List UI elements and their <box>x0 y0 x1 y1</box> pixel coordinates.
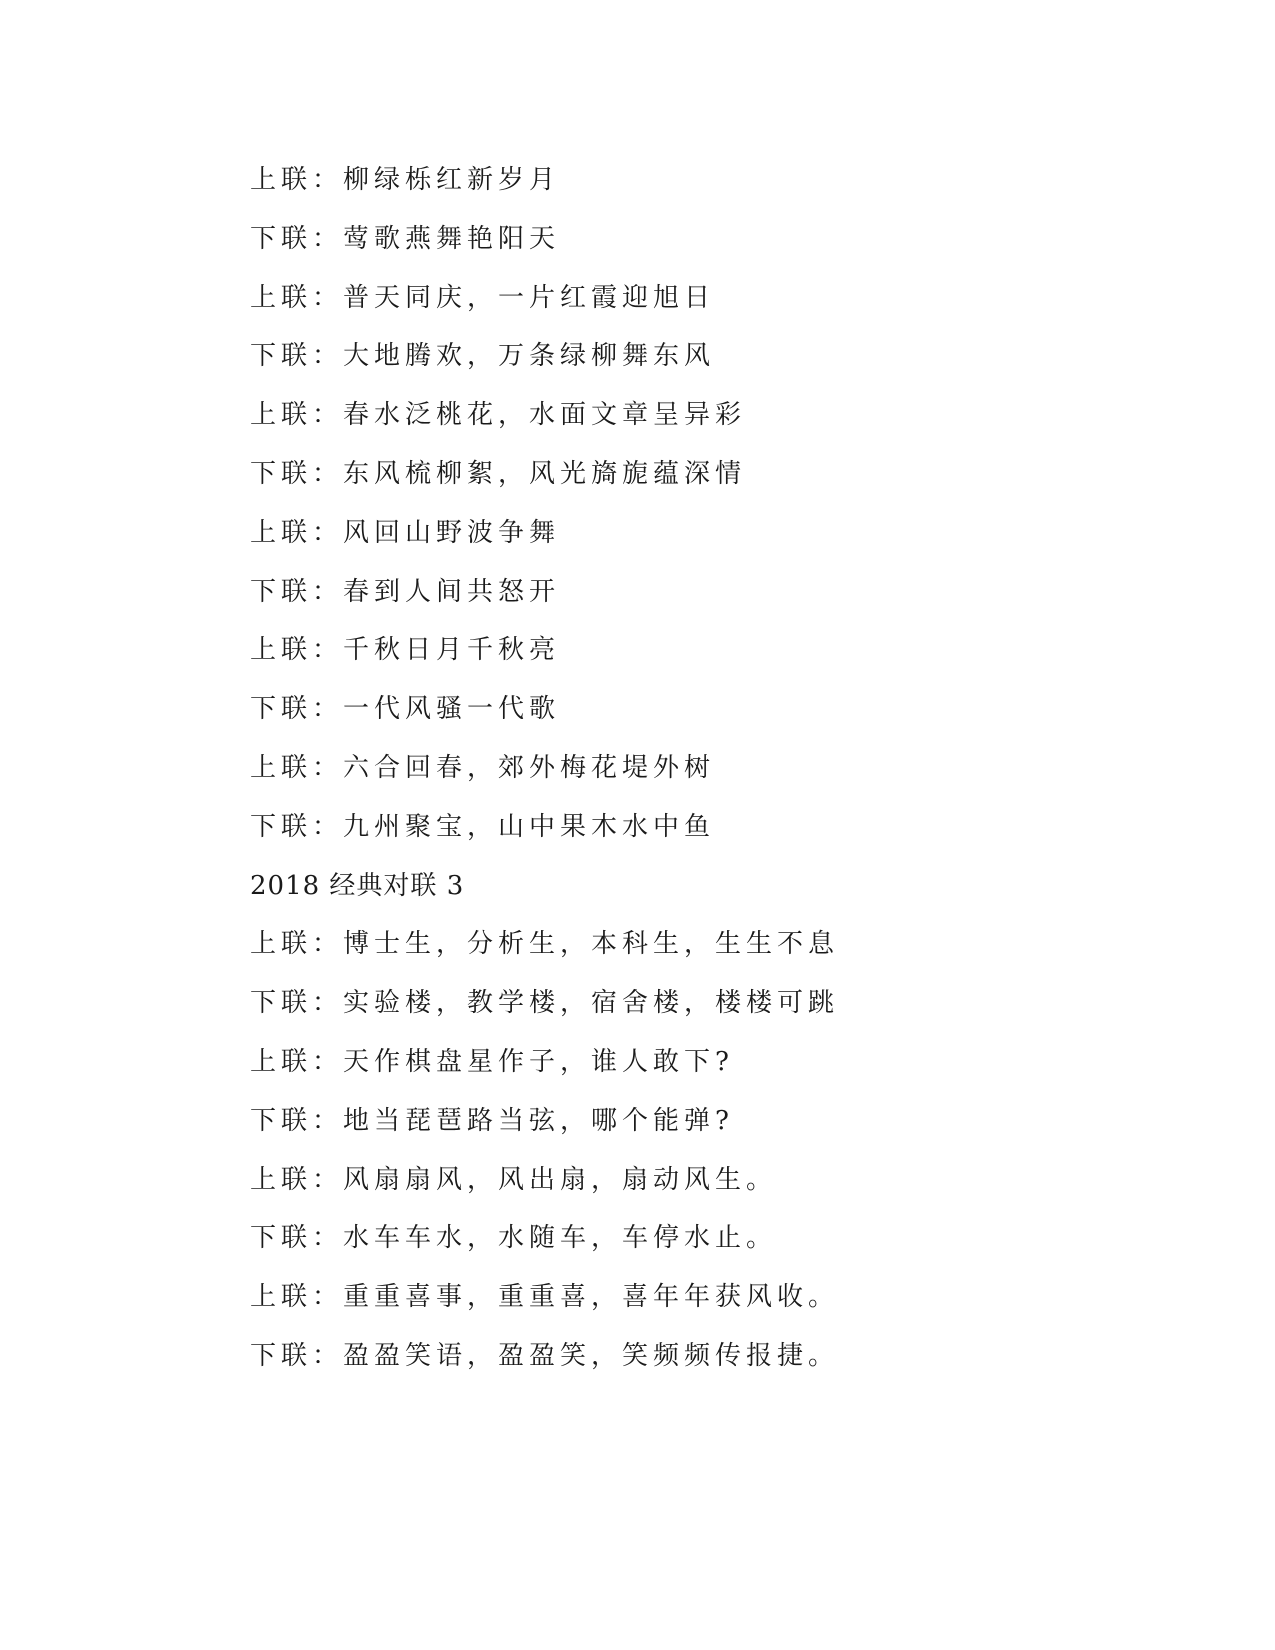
couplet-line: 下联：地当琵琶路当弦，哪个能弹? <box>250 1105 734 1136</box>
couplet-line: 上联：千秋日月千秋亮 <box>250 635 561 666</box>
couplet-text-block <box>250 158 1130 1393</box>
couplet-line: 上联：春水泛桃花，水面文章呈异彩 <box>250 400 747 431</box>
couplet-line: 上联：柳绿栎红新岁月 <box>250 165 561 195</box>
couplet-line: 下联：九州聚宝，山中果木水中鱼 <box>250 811 716 842</box>
couplet-line: 下联：一代风骚一代歌 <box>250 694 561 725</box>
couplet-line: 下联：大地腾欢，万条绿柳舞东风 <box>250 341 716 372</box>
couplet-line: 下联：水车车水，水随车，车停水止。 <box>250 1223 778 1254</box>
section-heading: 2018 经典对联 3 <box>250 870 465 901</box>
couplet-line: 下联：盈盈笑语，盈盈笑，笑频频传报捷。 <box>250 1340 840 1371</box>
couplet-line: 下联：春到人间共怒开 <box>250 576 561 607</box>
couplet-line: 下联：实验楼，教学楼，宿舍楼，楼楼可跳 <box>250 988 840 1019</box>
couplet-line: 上联：重重喜事，重重喜，喜年年获风收。 <box>250 1282 840 1313</box>
couplet-line: 上联：博士生，分析生，本科生，生生不息 <box>250 929 840 960</box>
couplet-line: 上联：天作棋盘星作子，谁人敢下? <box>250 1046 734 1077</box>
couplet-line: 上联：风扇扇风，风出扇，扇动风生。 <box>250 1164 778 1195</box>
couplet-line: 上联：六合回春，郊外梅花堤外树 <box>250 752 716 783</box>
couplet-line: 上联：普天同庆，一片红霞迎旭日 <box>250 282 716 313</box>
couplet-line: 上联：风回山野波争舞 <box>250 517 561 548</box>
couplet-line: 下联：莺歌燕舞艳阳天 <box>250 223 561 254</box>
couplet-line: 下联：东风梳柳絮，风光旖旎蕴深情 <box>250 458 747 489</box>
